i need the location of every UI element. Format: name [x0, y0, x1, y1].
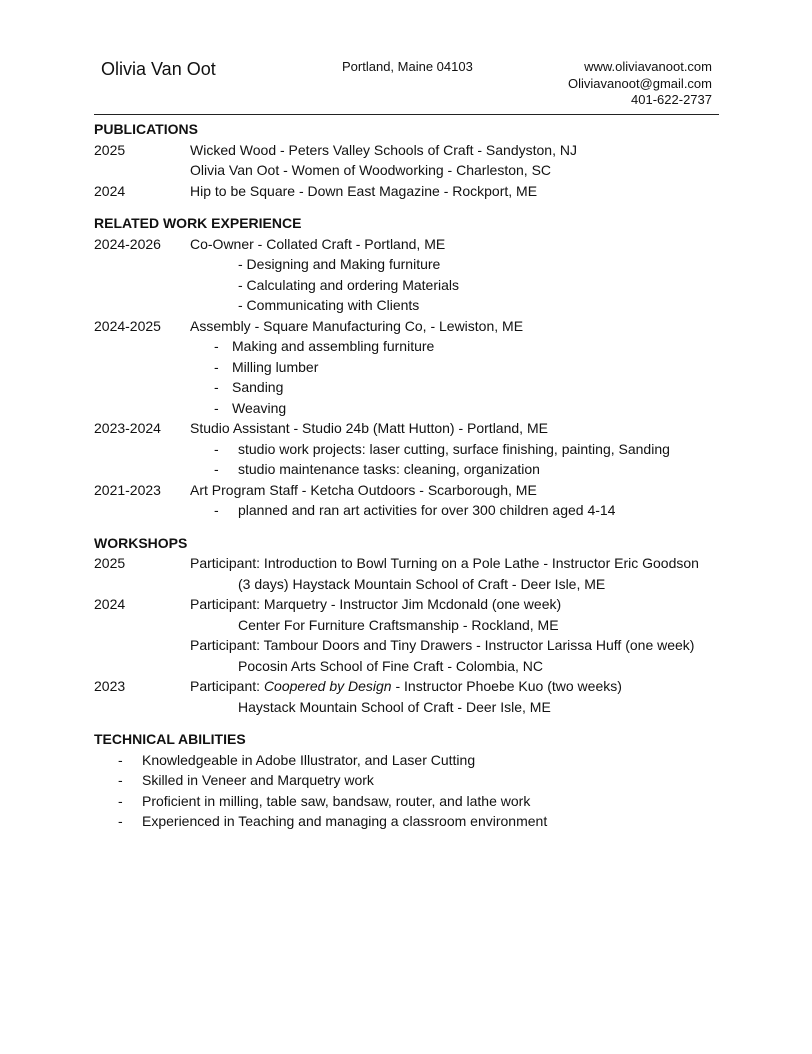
workshop-year: 2024 [94, 596, 126, 612]
list-item [94, 181, 724, 202]
resume-body [94, 118, 724, 832]
duty-text: - Communicating with Clients [238, 297, 420, 313]
workshop-title [190, 676, 622, 697]
job-duty [94, 377, 724, 398]
workshop-location [94, 615, 724, 636]
job-duty [94, 459, 724, 480]
duty-text: Making and assembling furniture [232, 338, 435, 354]
duty-text: Weaving [232, 399, 287, 416]
bullet-dash: - [118, 772, 123, 788]
job-years: 2023-2024 [94, 420, 161, 436]
job-row [94, 316, 724, 337]
workshop-row [94, 635, 724, 656]
job-row [94, 418, 724, 439]
bullet-dash: - [118, 792, 123, 809]
applicant-name: Olivia Van Oot [101, 59, 216, 79]
header-divider [94, 114, 719, 115]
bullet-dash: - [214, 379, 219, 395]
job-role: Co-Owner - Collated Craft - Portland, ME [190, 235, 446, 252]
list-item [94, 770, 724, 791]
workshop-location-text: Center For Furniture Craftsmanship - Rockland, ME [238, 616, 559, 633]
workshop-title-suffix: - Instructor Phoebe Kuo (two weeks) [391, 678, 622, 694]
workshop-location-text: (3 days) Haystack Mountain School of Craft - Deer Isle, ME [238, 575, 606, 592]
duty-text: planned and ran art activities for over 300 children aged 4-14 [238, 502, 616, 518]
publication-year: 2025 [94, 141, 126, 158]
duty-text: - Designing and Making furniture [238, 256, 441, 272]
list-item [94, 750, 724, 771]
list-item [94, 811, 724, 832]
workshop-title: Participant: Marquetry - Instructor Jim Mcdonald (one week) [190, 596, 562, 612]
job-duty [94, 500, 724, 521]
job-duty [94, 398, 724, 419]
bullet-dash: - [118, 751, 123, 768]
workshop-location [94, 574, 724, 595]
section-title-technical: TECHNICAL ABILITIES [94, 731, 246, 747]
job-years: 2021-2023 [94, 481, 161, 498]
bullet-dash: - [214, 502, 219, 518]
address: Portland, Maine 04103 [342, 59, 473, 74]
publication-text: Wicked Wood - Peters Valley Schools of Craft - Sandyston, NJ [190, 141, 577, 158]
bullet-dash: - [214, 338, 219, 354]
workshop-year: 2023 [94, 678, 126, 694]
duty-text: Sanding [232, 379, 284, 395]
job-duty [94, 275, 724, 296]
bullet-dash: - [214, 461, 219, 477]
publication-text: Olivia Van Oot - Women of Woodworking - Charleston, SC [190, 162, 552, 178]
list-item [94, 140, 724, 161]
skill-text: Experienced in Teaching and managing a classroom environment [142, 813, 548, 829]
job-duty [94, 439, 724, 460]
workshop-title: Participant: Introduction to Bowl Turning on a Pole Lathe - Instructor Eric Goodson [190, 555, 699, 571]
bullet-dash: - [214, 358, 219, 375]
section-title-publications: PUBLICATIONS [94, 121, 198, 137]
publication-year: 2024 [94, 182, 126, 199]
duty-text: studio maintenance tasks: cleaning, organization [238, 461, 540, 477]
duty-text: - Calculating and ordering Materials [238, 276, 459, 293]
phone-number: 401-622-2737 [631, 92, 712, 107]
job-duty [94, 254, 724, 275]
bullet-dash: - [214, 399, 219, 416]
email-link[interactable]: Oliviavanoot@gmail.com [568, 75, 712, 91]
job-duty [94, 336, 724, 357]
job-row [94, 234, 724, 255]
skill-text: Knowledgeable in Adobe Illustrator, and Laser Cutting [142, 751, 476, 768]
section-title-workshops: WORKSHOPS [94, 534, 188, 551]
duty-text: studio work projects: laser cutting, surface finishing, painting, Sanding [238, 440, 670, 457]
duty-text: Milling lumber [232, 358, 319, 375]
workshop-year: 2025 [94, 555, 126, 571]
job-row [94, 480, 724, 501]
section-title-experience: RELATED WORK EXPERIENCE [94, 215, 302, 231]
job-role: Art Program Staff - Ketcha Outdoors - Scarborough, ME [190, 481, 537, 498]
job-years: 2024-2025 [94, 317, 161, 334]
bullet-dash: - [214, 440, 219, 457]
workshop-row [94, 594, 724, 615]
bullet-dash: - [118, 813, 123, 829]
list-item [94, 160, 724, 181]
job-duty [94, 357, 724, 378]
workshop-location-text: Haystack Mountain School of Craft - Deer Isle, ME [238, 698, 551, 715]
website-link[interactable]: www.oliviavanoot.com [584, 59, 712, 74]
publication-year [94, 160, 190, 181]
workshop-location [94, 697, 724, 718]
skill-text: Proficient in milling, table saw, bandsaw, router, and lathe work [142, 792, 531, 809]
contact-block [568, 59, 712, 109]
workshop-row [94, 676, 724, 697]
workshop-title-prefix: Participant: [190, 678, 264, 694]
job-role: Studio Assistant - Studio 24b (Matt Hutton) - Portland, ME [190, 420, 548, 436]
workshop-title-italic: Coopered by Design [263, 678, 392, 694]
list-item [94, 791, 724, 812]
workshop-year [94, 635, 190, 656]
skill-text: Skilled in Veneer and Marquetry work [142, 772, 374, 788]
workshop-row [94, 553, 724, 574]
workshop-location [94, 656, 724, 677]
publication-text: Hip to be Square - Down East Magazine - Rockport, ME [190, 182, 538, 199]
job-years: 2024-2026 [94, 235, 161, 252]
workshop-location-text: Pocosin Arts School of Fine Craft - Colombia, NC [238, 657, 544, 674]
workshop-title: Participant: Tambour Doors and Tiny Drawers - Instructor Larissa Huff (one week) [190, 637, 695, 653]
job-role: Assembly - Square Manufacturing Co, - Lewiston, ME [190, 317, 524, 334]
job-duty [94, 295, 724, 316]
